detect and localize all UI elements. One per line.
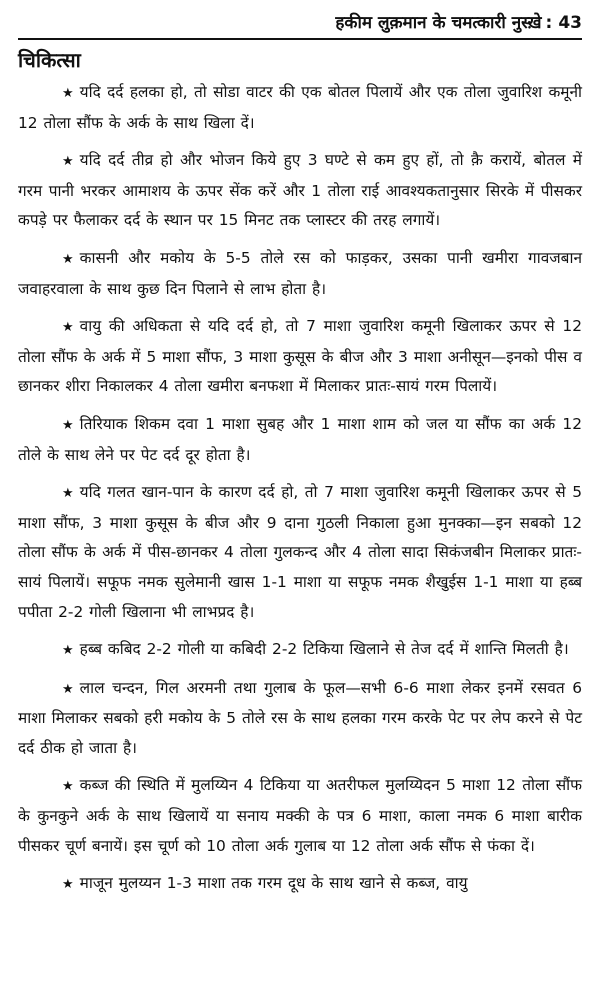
section-heading: चिकित्सा (18, 48, 81, 72)
body-text (18, 78, 582, 900)
remedy-paragraph (18, 312, 582, 402)
star-bullet-icon: ★ (62, 251, 74, 267)
star-bullet-icon: ★ (62, 681, 74, 697)
page-number: 43 (558, 13, 582, 33)
remedy-paragraph (18, 410, 582, 470)
header-rule (18, 38, 582, 40)
header-separator: : (545, 13, 553, 33)
star-bullet-icon: ★ (62, 86, 74, 101)
remedy-paragraph (18, 635, 582, 666)
star-bullet-icon: ★ (62, 779, 74, 795)
remedy-paragraph (18, 674, 582, 764)
paragraph-text: तिरियाक शिकम दवा 1 माशा सुबह और 1 माशा शाम को जल या सौंफ का अर्क 12 तोले के साथ लेने पर पेट दर्द दूर होता है। (18, 414, 582, 464)
paragraph-text: कासनी और मकोय के 5-5 तोले रस को फाड़कर, उसका पानी खमीरा गावजबान जवाहरवाला के साथ कुछ दिन पिलाने से लाभ होता है। (18, 248, 582, 298)
star-bullet-icon: ★ (62, 417, 74, 433)
remedy-paragraph (18, 78, 582, 138)
remedy-paragraph (18, 244, 582, 304)
paragraph-text: कब्ज की स्थिति में मुलय्यिन 4 टिकिया या अतरीफल मुलय्यिदन 5 माशा 12 तोला सौंफ के कुनकुने अर्क के साथ खिलायें या सनाय मक्की के पत्र 6 माशा, काला नमक 6 माशा बारीक पीसकर चूर्ण बनायें। इस चूर्ण को 10 तोला अर्क गुलाब या 12 तोला अर्क सौंफ से फंका दें। (18, 776, 582, 855)
paragraph-text: यदि दर्द हलका हो, तो सोडा वाटर की एक बोतल पिलायें और एक तोला जुवारिश कमूनी 12 तोला सौंफ के अर्क के साथ खिला दें। (18, 83, 582, 132)
paragraph-text: वायु की अधिकता से यदि दर्द हो, तो 7 माशा जुवारिश कमूनी खिलाकर ऊपर से 12 तोला सौंफ के अर्क में 5 माशा सौंफ, 3 माशा कुसूस के बीज और 3 माशा अनीसून—इनको पीस व छानकर शीरा निकालकर 4 तोला खमीरा बनफशा में मिलाकर प्रातः-सायं गरम पिलायें। (18, 317, 582, 396)
star-bullet-icon: ★ (62, 320, 74, 336)
paragraph-text: हब्ब कबिद 2-2 गोली या कबिदी 2-2 टिकिया खिलाने से तेज दर्द में शान्ति मिलती है। (79, 640, 569, 659)
remedy-paragraph (18, 869, 582, 900)
paragraph-text: लाल चन्दन, गिल अरमनी तथा गुलाब के फूल—सभी 6-6 माशा लेकर इनमें रसवत 6 माशा मिलाकर सबको हरी मकोय के 5 तोले रस के साथ हलका गरम करके पेट पर लेप करने से पेट दर्द ठीक हो जाता है। (18, 678, 582, 757)
remedy-paragraph (18, 771, 582, 861)
paragraph-text: यदि गलत खान-पान के कारण दर्द हो, तो 7 माशा जुवारिश कमूनी खिलाकर ऊपर से 5 माशा सौंफ, 3 माशा कुसूस के बीज और 9 दाना गुठली निकाला हुआ मुनक्का—इन सबको 12 तोला सौंफ के अर्क में पीस-छानकर 4 तोला गुलकन्द और 4 तोला सादा सिकंजबीन मिलाकर प्रातः-सायं पिलायें। सफूफ नमक सुलेमानी खास 1-1 माशा या सफूफ नमक शैखुईस 1-1 माशा या हब्ब पपीता 2-2 गोली खिलाना भी लाभप्रद है। (18, 483, 582, 621)
star-bullet-icon: ★ (62, 154, 74, 170)
paragraph-text: यदि दर्द तीव्र हो और भोजन किये हुए 3 घण्टे से कम हुए हों, तो क़ै करायें, बोतल में गरम पानी भरकर आमाशय के ऊपर सेंक करें और 1 तोला राई आवश्यकतानुसार सिरके में पीसकर कपड़े पर फैलाकर दर्द के स्थान पर 15 मिनट तक प्लास्टर की तरह लगायें। (18, 151, 582, 230)
remedy-paragraph (18, 146, 582, 236)
star-bullet-icon: ★ (62, 877, 74, 893)
book-title: हकीम लुक़मान के चमत्कारी नुस्ख़े (335, 13, 542, 33)
star-bullet-icon: ★ (62, 643, 74, 659)
running-header (18, 10, 582, 36)
star-bullet-icon: ★ (62, 486, 74, 502)
remedy-paragraph (18, 478, 582, 627)
paragraph-text: माजून मुलय्यन 1-3 माशा तक गरम दूध के साथ खाने से कब्ज, वायु (79, 874, 468, 893)
